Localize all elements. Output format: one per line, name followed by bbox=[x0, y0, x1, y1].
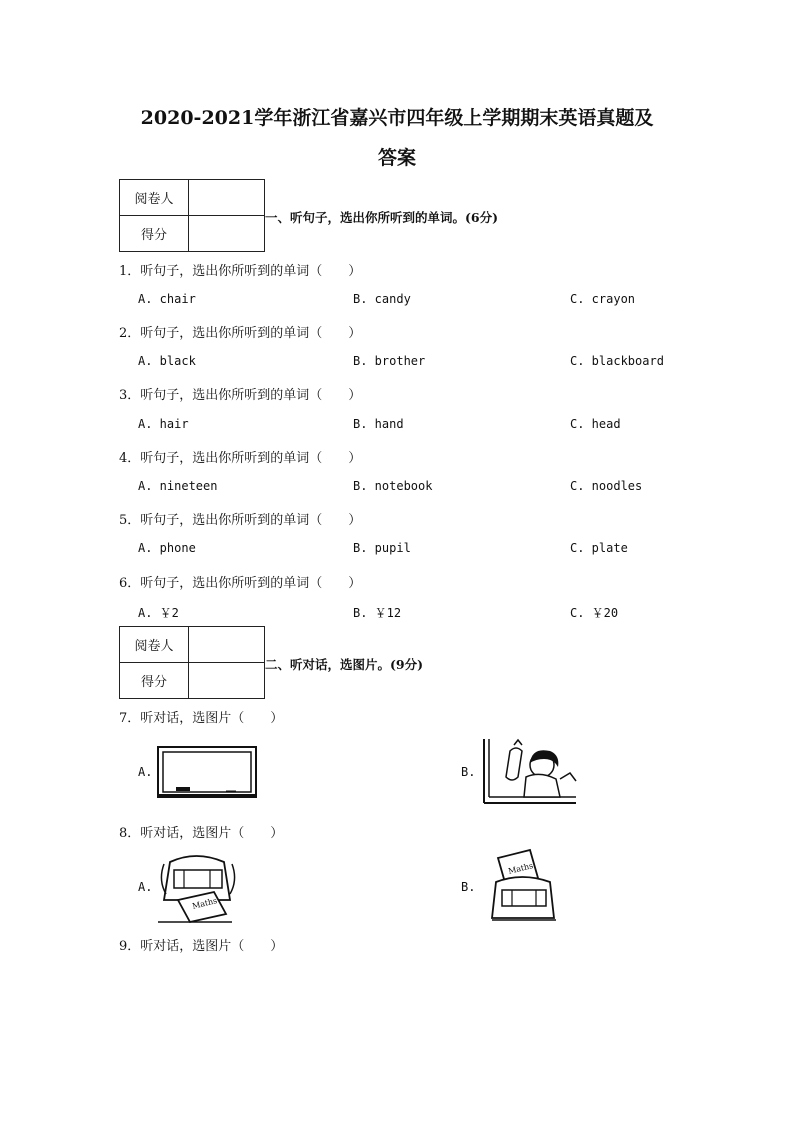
q2-option-b: B. brother bbox=[353, 354, 426, 368]
question-8: 8．听对话，选图片（ ） bbox=[119, 826, 284, 841]
reviewer-label: 阅卷人 bbox=[120, 180, 189, 216]
q7-option-b-label: B. bbox=[461, 765, 476, 779]
q8-option-b-label: B. bbox=[461, 880, 476, 894]
q2-option-c: C. blackboard bbox=[570, 354, 664, 368]
q4-option-a: A. nineteen bbox=[138, 479, 218, 493]
score-cell bbox=[189, 663, 265, 699]
q1-option-a: A. chair bbox=[138, 292, 196, 306]
score-label: 得分 bbox=[120, 216, 189, 252]
reviewer-cell bbox=[189, 180, 265, 216]
reviewer-cell bbox=[189, 627, 265, 663]
q6-option-c: C. ￥20 bbox=[570, 606, 619, 620]
section-heading-1: 一、听句子，选出你所听到的单词。(6分) bbox=[265, 210, 499, 225]
q3-option-b: B. hand bbox=[353, 417, 404, 431]
q5-option-a: A. phone bbox=[138, 541, 196, 555]
blackboard-icon bbox=[156, 745, 258, 800]
q3-option-c: C. head bbox=[570, 417, 621, 431]
q8-option-a-label: A. bbox=[138, 880, 153, 894]
score-box bbox=[119, 179, 265, 252]
question-3: 3．听句子，选出你所听到的单词（ ） bbox=[119, 388, 362, 403]
score-box-2 bbox=[119, 626, 265, 699]
question-7: 7．听对话，选图片（ ） bbox=[119, 711, 284, 726]
question-2: 2．听句子，选出你所听到的单词（ ） bbox=[119, 326, 362, 341]
question-9: 9．听对话，选图片（ ） bbox=[119, 939, 284, 954]
q6-option-b: B. ￥12 bbox=[353, 606, 402, 620]
question-5: 5．听句子，选出你所听到的单词（ ） bbox=[119, 513, 362, 528]
book-into-bag-icon bbox=[490, 848, 560, 922]
reviewer-label: 阅卷人 bbox=[120, 627, 189, 663]
maths-book-label-b: Maths bbox=[507, 861, 535, 876]
q1-option-c: C. crayon bbox=[570, 292, 636, 306]
q3-option-a: A. hair bbox=[138, 417, 189, 431]
q2-option-a: A. black bbox=[138, 354, 196, 368]
question-4: 4．听句子，选出你所听到的单词（ ） bbox=[119, 451, 362, 466]
q4-option-c: C. noodles bbox=[570, 479, 643, 493]
question-1: 1．听句子，选出你所听到的单词（ ） bbox=[119, 264, 362, 279]
score-cell bbox=[189, 216, 265, 252]
question-6: 6．听句子，选出你所听到的单词（ ） bbox=[119, 576, 362, 591]
q6-option-a: A. ￥2 bbox=[138, 606, 179, 620]
section-heading-2: 二、听对话，选图片。(9分) bbox=[265, 657, 424, 672]
book-out-of-bag-icon bbox=[156, 852, 240, 924]
girl-at-window-icon bbox=[480, 737, 578, 807]
q5-option-c: C. plate bbox=[570, 541, 628, 555]
score-label: 得分 bbox=[120, 663, 189, 699]
page-title-continued: 答案 bbox=[377, 147, 416, 169]
q4-option-b: B. notebook bbox=[353, 479, 433, 493]
page-title: 2020-2021学年浙江省嘉兴市四年级上学期期末英语真题及 bbox=[140, 107, 654, 129]
q5-option-b: B. pupil bbox=[353, 541, 411, 555]
q7-option-a-label: A. bbox=[138, 765, 153, 779]
maths-book-label-a: Maths bbox=[191, 896, 219, 911]
q1-option-b: B. candy bbox=[353, 292, 411, 306]
